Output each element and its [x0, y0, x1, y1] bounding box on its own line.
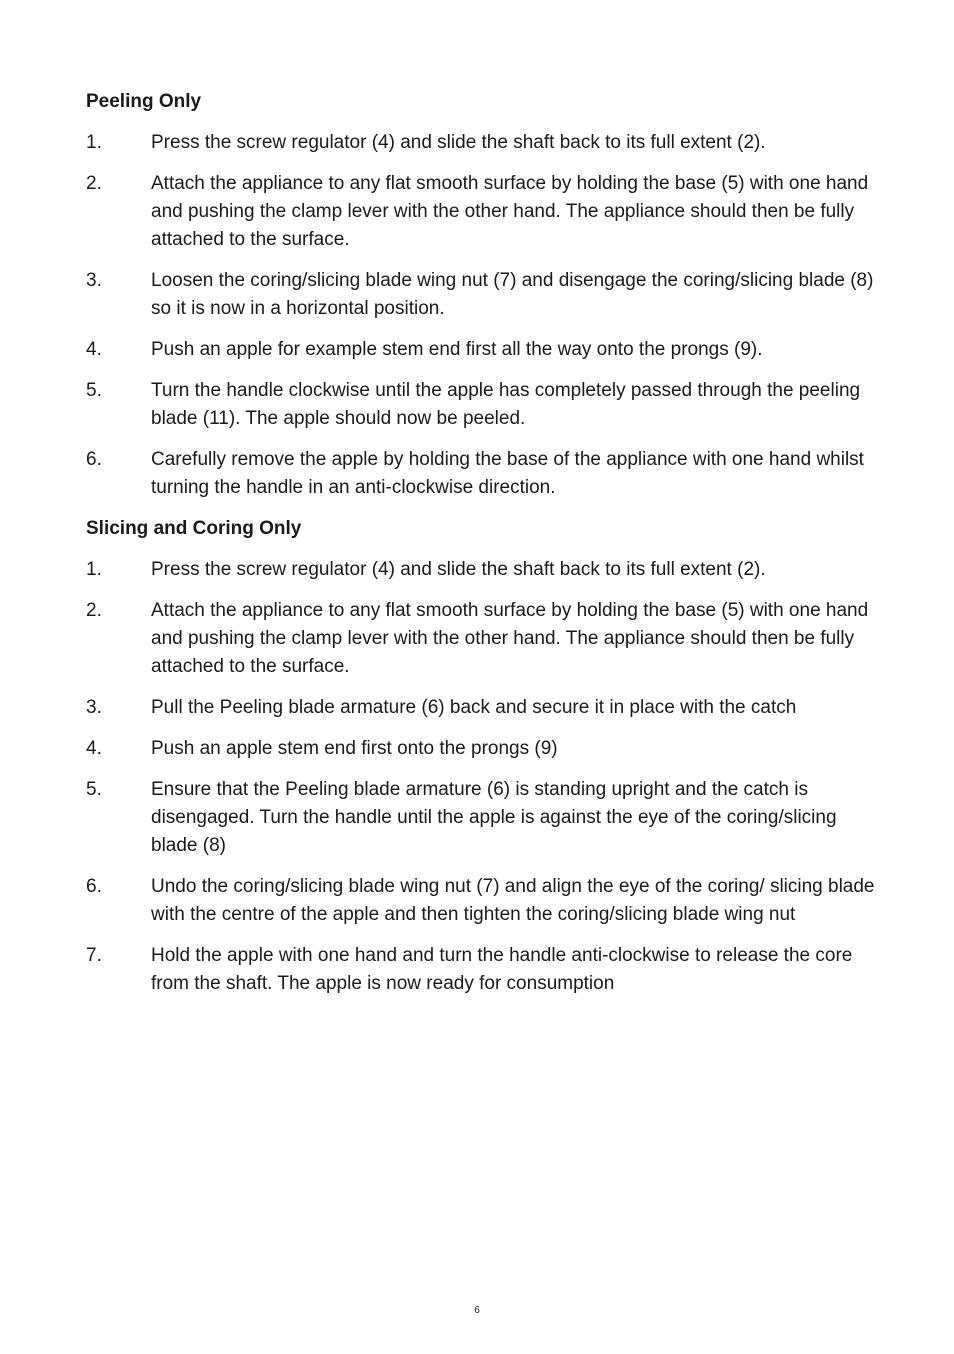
list-item	[86, 377, 876, 433]
list-item	[86, 694, 876, 722]
step-number: 1.	[86, 132, 102, 153]
list-item	[86, 170, 876, 254]
step-number: 2.	[86, 600, 102, 621]
step-text: Turn the handle clockwise until the apple has completely passed through the peeling blade (11). The apple should now be peeled.	[151, 380, 861, 429]
step-number: 6.	[86, 449, 102, 470]
step-number: 6.	[86, 876, 102, 897]
step-list	[86, 556, 876, 998]
list-item	[86, 267, 876, 323]
step-text: Attach the appliance to any flat smooth surface by holding the base (5) with one hand and pushing the clamp lever with the other hand. The appliance should then be fully attached to the surface.	[151, 600, 869, 677]
step-number: 7.	[86, 945, 102, 966]
step-text: Hold the apple with one hand and turn the handle anti-clockwise to release the core from the shaft. The apple is now ready for consumption	[151, 945, 853, 994]
step-text: Loosen the coring/slicing blade wing nut (7) and disengage the coring/slicing blade (8) so it is now in a horizontal position.	[151, 270, 874, 319]
step-number: 2.	[86, 173, 102, 194]
step-list	[86, 129, 876, 502]
page-number: 6	[474, 1305, 480, 1316]
section-heading: Slicing and Coring Only	[86, 518, 302, 539]
step-text: Pull the Peeling blade armature (6) back and secure it in place with the catch	[151, 697, 797, 718]
list-item	[86, 556, 876, 584]
step-text: Push an apple stem end first onto the prongs (9)	[151, 738, 558, 759]
list-item	[86, 873, 876, 929]
list-item	[86, 129, 876, 157]
document-page	[86, 88, 876, 1011]
list-item	[86, 446, 876, 502]
step-text: Press the screw regulator (4) and slide the shaft back to its full extent (2).	[151, 132, 766, 153]
step-text: Ensure that the Peeling blade armature (6) is standing upright and the catch is disengaged. Turn the handle until the apple is against the eye of the coring/slicing blade (8)	[151, 779, 837, 856]
section-peeling-only	[86, 88, 876, 502]
section-heading: Peeling Only	[86, 91, 202, 112]
step-text: Push an apple for example stem end first all the way onto the prongs (9).	[151, 339, 763, 360]
step-number: 5.	[86, 779, 102, 800]
step-number: 1.	[86, 559, 102, 580]
section-slicing-and-coring-only	[86, 515, 876, 998]
step-text: Press the screw regulator (4) and slide the shaft back to its full extent (2).	[151, 559, 766, 580]
step-number: 4.	[86, 738, 102, 759]
step-text: Carefully remove the apple by holding the base of the appliance with one hand whilst turning the handle in an anti-clockwise direction.	[151, 449, 864, 498]
step-text: Undo the coring/slicing blade wing nut (7) and align the eye of the coring/ slicing blade with the centre of the apple and then tighten the coring/slicing blade wing nut	[151, 876, 875, 925]
list-item	[86, 336, 876, 364]
list-item	[86, 735, 876, 763]
step-text: Attach the appliance to any flat smooth surface by holding the base (5) with one hand and pushing the clamp lever with the other hand. The appliance should then be fully attached to the surface.	[151, 173, 869, 250]
step-number: 5.	[86, 380, 102, 401]
step-number: 4.	[86, 339, 102, 360]
step-number: 3.	[86, 697, 102, 718]
step-number: 3.	[86, 270, 102, 291]
list-item	[86, 597, 876, 681]
list-item	[86, 776, 876, 860]
list-item	[86, 942, 876, 998]
